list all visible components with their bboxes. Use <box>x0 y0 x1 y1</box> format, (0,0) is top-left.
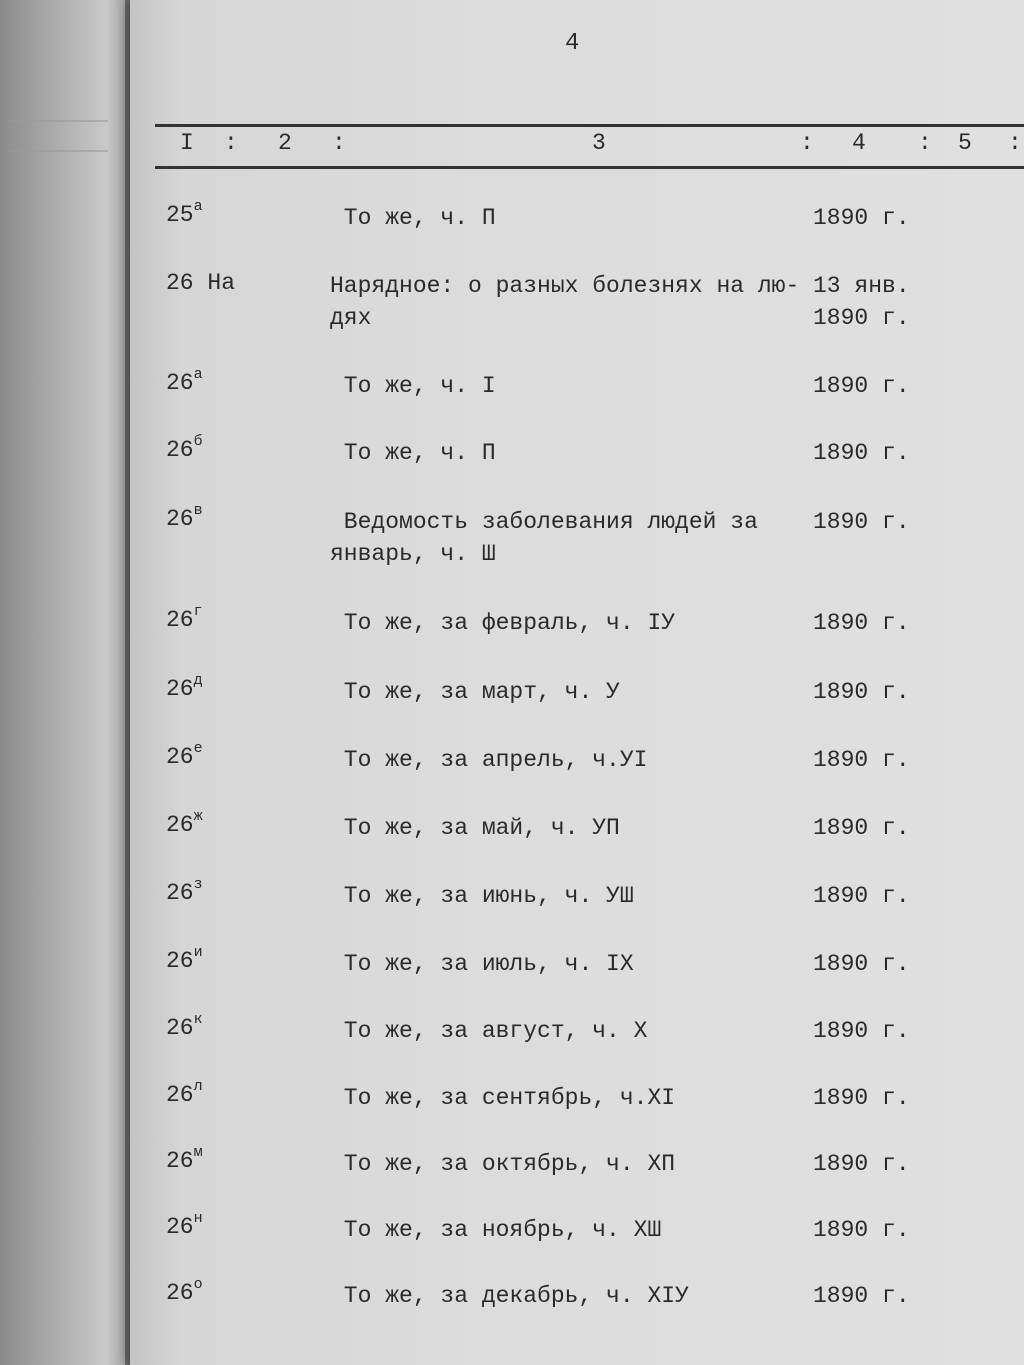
entry-number: $26^в$ <box>166 502 203 532</box>
entry-number: $26^ж$ <box>166 808 203 838</box>
entry-title: То же, за октябрь, ч. XП <box>330 1151 676 1177</box>
header-col-4: 4 <box>852 130 866 156</box>
header-col-5: 5 <box>958 130 972 156</box>
ghost-rule <box>8 150 108 152</box>
entry-title: То же, за декабрь, ч. XIУ <box>330 1283 689 1309</box>
header-separator: : <box>332 130 346 156</box>
entry-title: То же, ч. I <box>330 373 496 399</box>
header-separator: : <box>224 130 238 156</box>
header-top-rule <box>155 124 1024 127</box>
entry-date: 1890 г. <box>813 883 910 909</box>
entry-date: 1890 г. <box>813 610 910 636</box>
entry-date: 1890 г. <box>813 1018 910 1044</box>
entry-date: 1890 г. <box>813 1151 910 1177</box>
entry-number: $26^г$ <box>166 603 203 633</box>
entry-number: $26^к$ <box>166 1011 203 1041</box>
header-col-2: 2 <box>278 130 292 156</box>
header-separator: : <box>800 130 814 156</box>
entry-title: То же, за апрель, ч.УI <box>330 747 648 773</box>
page-number: 4 <box>565 30 580 57</box>
entry-title: Ведомость заболевания людей за январь, ч. Ш <box>330 509 758 567</box>
entry-number: $26^е$ <box>166 740 203 770</box>
entry-number: $26^м$ <box>166 1144 203 1174</box>
entry-title: То же, за ноябрь, ч. XШ <box>330 1217 662 1243</box>
entry-number: 26 На <box>166 270 236 296</box>
entry-title: То же, за май, ч. УП <box>330 815 620 841</box>
entry-date: 1890 г. <box>813 440 910 466</box>
entry-number: $26^д$ <box>166 672 203 702</box>
entry-date: 1890 г. <box>813 509 910 535</box>
entry-title: То же, за июль, ч. IX <box>330 951 634 977</box>
header-separator: : <box>918 130 932 156</box>
entry-date: 1890 г. <box>813 951 910 977</box>
ghost-rule <box>8 120 108 122</box>
entry-title: То же, за август, ч. X <box>330 1018 648 1044</box>
entry-number: $26^о$ <box>166 1276 203 1306</box>
entry-date: 1890 г. <box>813 1283 910 1309</box>
entry-date: 1890 г. <box>813 815 910 841</box>
header-col-3: 3 <box>592 130 606 156</box>
entry-number: $26^а$ <box>166 366 203 396</box>
entry-date: 1890 г. <box>813 373 910 399</box>
entry-title: То же, за июнь, ч. УШ <box>330 883 634 909</box>
entry-title: То же, ч. П <box>330 440 496 466</box>
entry-date: 1890 г. <box>813 679 910 705</box>
entry-date: 1890 г. <box>813 205 910 231</box>
header-bottom-rule <box>155 166 1024 169</box>
entry-date: 13 янв. 1890 г. <box>813 273 910 331</box>
entry-title: То же, за сентябрь, ч.XI <box>330 1085 676 1111</box>
entry-number: $26^з$ <box>166 876 203 906</box>
header-separator: : <box>1008 130 1022 156</box>
entry-number: $26^и$ <box>166 944 203 974</box>
entry-title: Нарядное: о разных болезнях на лю- дях <box>330 273 800 331</box>
entry-title: То же, за март, ч. У <box>330 679 620 705</box>
entry-number: $26^н$ <box>166 1210 203 1240</box>
left-adjacent-page <box>0 0 125 1365</box>
header-col-1: I <box>180 130 194 156</box>
entry-title: То же, за февраль, ч. IУ <box>330 610 676 636</box>
entry-number: $26^л$ <box>166 1078 203 1108</box>
entry-number: $26^б$ <box>166 433 203 463</box>
entry-date: 1890 г. <box>813 1217 910 1243</box>
entry-date: 1890 г. <box>813 1085 910 1111</box>
entry-number: $25^а$ <box>166 198 203 228</box>
entry-date: 1890 г. <box>813 747 910 773</box>
entry-title: То же, ч. П <box>330 205 496 231</box>
